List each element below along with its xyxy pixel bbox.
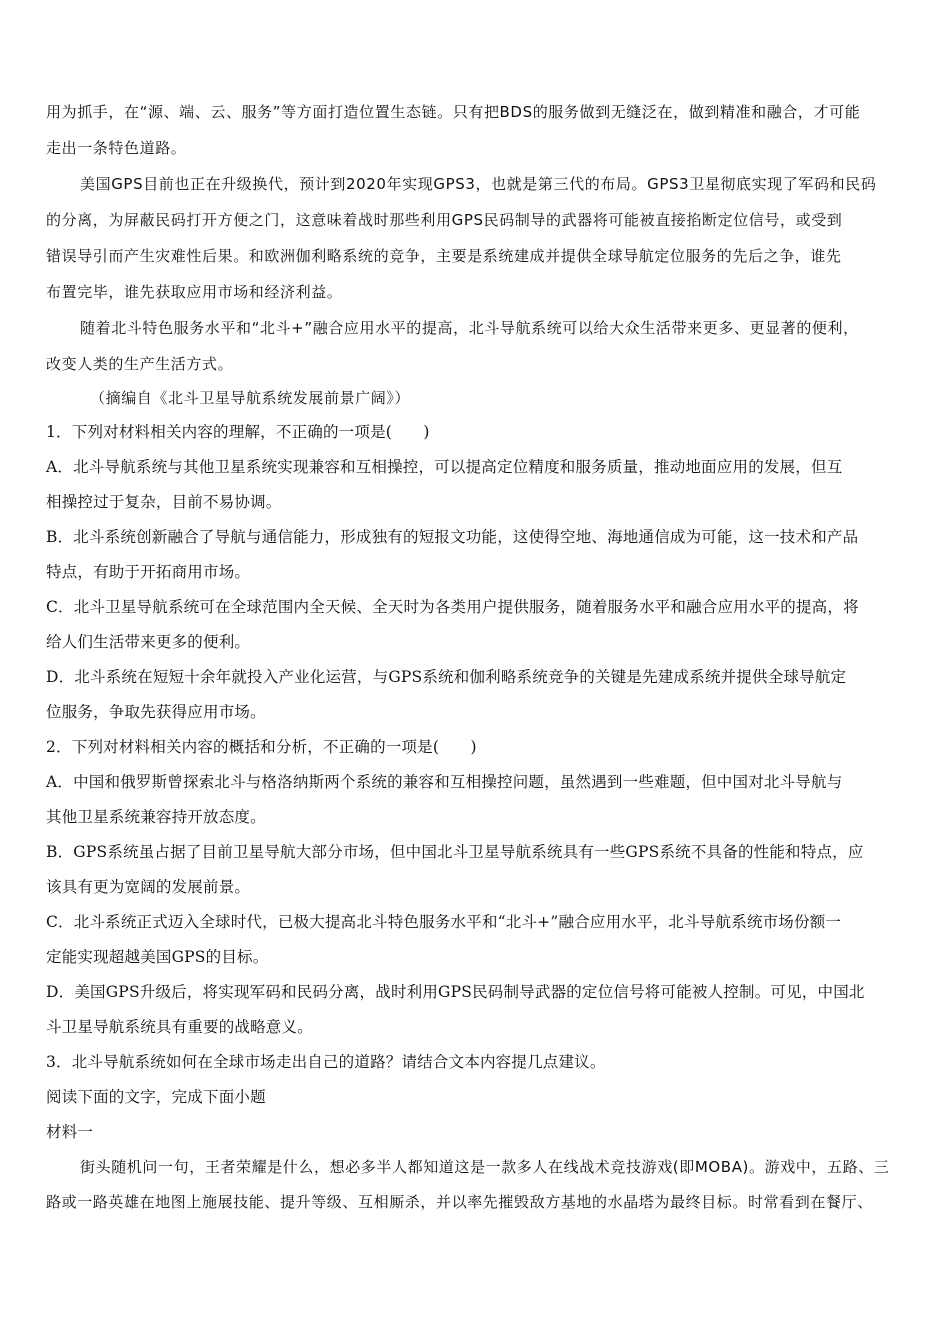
passage1-line: 美国GPS目前也正在升级换代，预计到2020年实现GPS3，也就是第三代的布局。GPS3卫星彻底实现了军码和民码: [80, 175, 877, 193]
passage1-line: 用为抓手，在“源、端、云、服务”等方面打造位置生态链。只有把BDS的服务做到无缝泛在，做到精准和融合，才可能: [46, 103, 861, 121]
passage1-line: 布置完毕，谁先获取应用市场和经济利益。: [46, 283, 343, 301]
question-1-option-d: D．北斗系统在短短十余年就投入产业化运营，与GPS系统和伽利略系统竞争的关键是先建成系统并提供全球导航定: [46, 668, 847, 686]
question-2-option-b: B．GPS系统虽占据了目前卫星导航大部分市场，但中国北斗卫星导航系统具有一些GPS系统不具备的性能和特点，应: [46, 843, 864, 861]
question-2-option-d: D．美国GPS升级后，将实现军码和民码分离，战时利用GPS民码制导武器的定位信号将可能被人控制。可见，中国北: [46, 983, 865, 1001]
passage2-line: 路或一路英雄在地图上施展技能、提升等级、互相厮杀，并以率先摧毁敌方基地的水晶塔为最终目标。时常看到在餐厅、: [46, 1193, 873, 1211]
question-2-stem: 2．下列对材料相关内容的概括和分析，不正确的一项是( ): [46, 738, 477, 756]
passage1-line: 随着北斗特色服务水平和“北斗+”融合应用水平的提高，北斗导航系统可以给大众生活带来更多、更显著的便利，: [80, 319, 859, 337]
question-2-option-c: C．北斗系统正式迈入全球时代，已极大提高北斗特色服务水平和“北斗+”融合应用水平，北斗导航系统市场份额一: [46, 913, 842, 931]
question-1-option-b-cont: 特点，有助于开拓商用市场。: [46, 563, 251, 581]
question-1-option-b: B．北斗系统创新融合了导航与通信能力，形成独有的短报文功能，这使得空地、海地通信成为可能，这一技术和产品: [46, 528, 859, 546]
passage1-source: （摘编自《北斗卫星导航系统发展前景广阔》）: [90, 389, 411, 407]
question-2-option-a: A．中国和俄罗斯曾探索北斗与格洛纳斯两个系统的兼容和互相操控问题，虽然遇到一些难题，但中国对北斗导航与: [46, 773, 843, 791]
question-2-option-b-cont: 该具有更为宽阔的发展前景。: [46, 878, 251, 896]
material-title: 材料一: [46, 1123, 94, 1141]
question-1-option-a-cont: 相操控过于复杂，目前不易协调。: [46, 493, 282, 511]
question-1-option-a: A．北斗导航系统与其他卫星系统实现兼容和互相操控，可以提高定位精度和服务质量，推动地面应用的发展，但互: [46, 458, 843, 476]
question-3-stem: 3．北斗导航系统如何在全球市场走出自己的道路？请结合文本内容提几点建议。: [46, 1053, 606, 1071]
question-1-stem: 1．下列对材料相关内容的理解，不正确的一项是( ): [46, 423, 430, 441]
question-2-option-a-cont: 其他卫星系统兼容持开放态度。: [46, 808, 266, 826]
passage1-line: 错误导引而产生灾难性后果。和欧洲伽利略系统的竞争，主要是系统建成并提供全球导航定位服务的先后之争，谁先: [46, 247, 842, 265]
question-2-option-c-cont: 定能实现超越美国GPS的目标。: [46, 948, 269, 966]
reading-instruction: 阅读下面的文字，完成下面小题: [46, 1088, 266, 1106]
passage2-line: 街头随机问一句，王者荣耀是什么，想必多半人都知道这是一款多人在线战术竞技游戏(即MOBA)。游戏中，五路、三: [80, 1158, 890, 1176]
question-1-option-c: C．北斗卫星导航系统可在全球范围内全天候、全天时为各类用户提供服务，随着服务水平和融合应用水平的提高，将: [46, 598, 859, 616]
question-1-option-d-cont: 位服务，争取先获得应用市场。: [46, 703, 266, 721]
passage1-line: 走出一条特色道路。: [46, 139, 187, 157]
question-2-option-d-cont: 斗卫星导航系统具有重要的战略意义。: [46, 1018, 313, 1036]
question-1-option-c-cont: 给人们生活带来更多的便利。: [46, 633, 251, 651]
passage1-line: 的分离，为屏蔽民码打开方便之门，这意味着战时那些利用GPS民码制导的武器将可能被直接掐断定位信号，或受到: [46, 211, 843, 229]
passage1-line: 改变人类的生产生活方式。: [46, 355, 234, 373]
